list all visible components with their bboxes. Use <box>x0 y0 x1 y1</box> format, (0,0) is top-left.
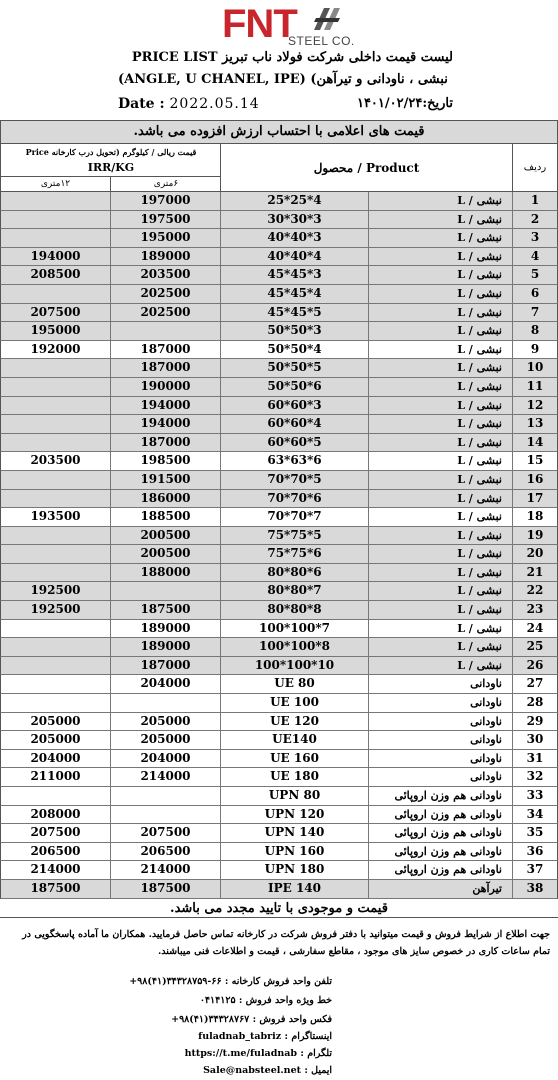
table-row <box>0 582 558 601</box>
table-row <box>0 861 558 880</box>
row-number-cell: 34 <box>526 806 544 821</box>
price-12m-cell <box>1 192 111 210</box>
product-size-cell: IPE 140 <box>221 880 369 898</box>
row-number-cell: 24 <box>526 620 544 635</box>
price-6m-cell <box>111 582 221 600</box>
row-number-cell: 11 <box>526 378 544 393</box>
product-name-cell: نبشی / L <box>369 434 513 452</box>
row-number-cell: 8 <box>530 323 540 338</box>
product-name-cell: نبشی / L <box>369 322 513 340</box>
persian-date: تاریخ:۱۴۰۱/۰۲/۲۴ <box>356 96 453 111</box>
price-table-body <box>0 192 558 899</box>
row-number-cell: 2 <box>530 211 540 226</box>
price-6m-cell <box>111 694 221 712</box>
price-12m-cell <box>1 564 111 582</box>
price-6m-cell: 189000 <box>111 620 221 638</box>
table-row <box>0 359 558 378</box>
price-12m-cell: 211000 <box>1 768 111 786</box>
price-12m-cell: 205000 <box>1 731 111 749</box>
table-row <box>0 638 558 657</box>
price-6m-cell: 202500 <box>111 285 221 303</box>
price-6m-cell: 203500 <box>111 266 221 284</box>
table-row <box>0 508 558 527</box>
price-6m-cell: 191500 <box>111 471 221 489</box>
price-6m-cell: 187500 <box>111 880 221 898</box>
price-6m-cell: 197500 <box>111 211 221 229</box>
table-row <box>0 768 558 787</box>
row-number-cell: 19 <box>526 527 544 542</box>
price-12m-cell: 192000 <box>1 341 111 359</box>
company-logo <box>222 4 372 52</box>
product-size-cell: UPN 140 <box>221 824 369 842</box>
product-name-cell: نبشی / L <box>369 211 513 229</box>
sales-fax <box>171 1014 332 1025</box>
telegram <box>185 1048 332 1059</box>
price-6m-cell: 190000 <box>111 378 221 396</box>
price-6m-cell: 187000 <box>111 434 221 452</box>
product-name-cell: ناودانی <box>369 750 513 768</box>
product-name-cell: ناودانی <box>369 768 513 786</box>
row-number-cell: 3 <box>530 230 540 245</box>
product-name-cell: تیرآهن <box>369 880 513 898</box>
product-name-cell: نبشی / L <box>369 471 513 489</box>
product-name-cell: نبشی / L <box>369 341 513 359</box>
product-size-cell: 40*40*3 <box>221 229 369 247</box>
table-row <box>0 341 558 360</box>
date-value: 2022.05.14 <box>169 96 260 112</box>
product-size-cell: 100*100*10 <box>221 657 369 675</box>
col-header-row-number: ردیف <box>523 162 547 173</box>
product-name-cell: نبشی / L <box>369 638 513 656</box>
product-size-cell: 60*60*3 <box>221 397 369 415</box>
product-name-cell: نبشی / L <box>369 378 513 396</box>
product-size-cell: UE 100 <box>221 694 369 712</box>
row-number-cell: 14 <box>526 434 544 449</box>
table-row <box>0 657 558 676</box>
row-number-cell: 4 <box>530 248 540 263</box>
price-6m-cell: 205000 <box>111 731 221 749</box>
price-header <box>1 144 221 192</box>
row-number-cell: 20 <box>526 546 544 561</box>
price-6m-cell: 200500 <box>111 545 221 563</box>
price-6m-cell: 195000 <box>111 229 221 247</box>
price-6m-cell: 204000 <box>111 750 221 768</box>
product-size-cell: 75*75*6 <box>221 545 369 563</box>
product-size-cell: UE140 <box>221 731 369 749</box>
product-size-cell: 40*40*4 <box>221 248 369 266</box>
instagram-link[interactable]: fuladnab_tabriz <box>198 1031 282 1042</box>
row-number-cell: 16 <box>526 471 544 486</box>
price-6m-cell: 189000 <box>111 638 221 656</box>
table-row <box>0 564 558 583</box>
price-6m-cell: 188000 <box>111 564 221 582</box>
table-row <box>0 620 558 639</box>
price-6m-cell: 187000 <box>111 341 221 359</box>
product-size-cell: UPN 120 <box>221 806 369 824</box>
price-header-title: قیمت ریالی / کیلوگرم (تحویل درب کارخانه Price <box>25 147 197 157</box>
price-12m-cell: 187500 <box>1 880 111 898</box>
price-12m-cell: 208000 <box>1 806 111 824</box>
price-12m-cell <box>1 620 111 638</box>
row-number-cell: 17 <box>526 490 544 505</box>
row-number-cell: 7 <box>530 304 540 319</box>
price-12m-cell <box>1 694 111 712</box>
table-row <box>0 806 558 825</box>
table-row <box>0 843 558 862</box>
row-number-cell: 30 <box>526 732 544 747</box>
row-number-cell: 29 <box>526 713 544 728</box>
row-number-cell: 21 <box>526 564 544 579</box>
row-number-cell: 26 <box>526 657 544 672</box>
product-size-cell: 100*100*8 <box>221 638 369 656</box>
row-number-cell: 18 <box>526 509 544 524</box>
price-12m-cell: 195000 <box>1 322 111 340</box>
logo-subtext: STEEL CO. <box>288 34 355 48</box>
table-row <box>0 713 558 732</box>
product-size-cell: 60*60*5 <box>221 434 369 452</box>
col-header-product: Product / محصول <box>221 144 513 192</box>
product-size-cell: UE 120 <box>221 713 369 731</box>
row-number-cell: 9 <box>530 341 540 356</box>
table-row <box>0 601 558 620</box>
product-name-cell: نبشی / L <box>369 359 513 377</box>
row-number-cell: 10 <box>526 360 544 375</box>
price-12m-cell <box>1 545 111 563</box>
price-12m-cell: 204000 <box>1 750 111 768</box>
product-size-cell: 50*50*3 <box>221 322 369 340</box>
product-size-cell: 30*30*3 <box>221 211 369 229</box>
price-12m-cell <box>1 434 111 452</box>
price-12m-cell <box>1 378 111 396</box>
vat-notice-banner: قیمت های اعلامی با احتساب ارزش افزوده می باشد. <box>0 120 558 144</box>
product-size-cell: 50*50*6 <box>221 378 369 396</box>
col-header-6m: ۶متری <box>111 176 221 192</box>
product-size-cell: 63*63*6 <box>221 452 369 470</box>
product-name-cell: نبشی / L <box>369 397 513 415</box>
price-6m-cell <box>111 806 221 824</box>
product-size-cell: 70*70*5 <box>221 471 369 489</box>
price-12m-cell <box>1 787 111 805</box>
date-line <box>118 96 260 112</box>
table-row <box>0 880 558 899</box>
row-number-cell: 35 <box>526 825 544 840</box>
row-number-cell: 32 <box>526 769 544 784</box>
table-row <box>0 452 558 471</box>
row-number-cell: 6 <box>530 285 540 300</box>
price-12m-cell <box>1 471 111 489</box>
table-row <box>0 731 558 750</box>
product-name-cell: ناودانی هم وزن اروپائی <box>369 843 513 861</box>
price-12m-cell: 207500 <box>1 824 111 842</box>
sales-hotline-label: خط ویژه واحد فروش : <box>238 995 332 1006</box>
contact-footer <box>0 922 558 1080</box>
sales-fax-label: فکس واحد فروش : <box>252 1014 332 1025</box>
row-number-cell: 31 <box>526 750 544 765</box>
row-number-cell: 36 <box>526 843 544 858</box>
product-size-cell: 80*80*7 <box>221 582 369 600</box>
row-number-cell: 27 <box>526 676 544 691</box>
product-name-cell: نبشی / L <box>369 601 513 619</box>
table-row <box>0 248 558 267</box>
price-12m-cell <box>1 415 111 433</box>
product-size-cell: UPN 80 <box>221 787 369 805</box>
price-12m-cell <box>1 657 111 675</box>
price-12m-cell <box>1 359 111 377</box>
table-row <box>0 192 558 211</box>
product-size-cell: 45*45*5 <box>221 304 369 322</box>
product-name-cell: نبشی / L <box>369 248 513 266</box>
product-size-cell: 50*50*4 <box>221 341 369 359</box>
product-size-cell: 100*100*7 <box>221 620 369 638</box>
row-number-cell: 15 <box>526 453 544 468</box>
product-name-cell: نبشی / L <box>369 415 513 433</box>
sales-phone-value[interactable]: +۹۸(۴۱)۳۴۳۲۸۷۵۹-۶۶ <box>129 976 222 987</box>
price-6m-cell: 194000 <box>111 397 221 415</box>
row-number-cell: 1 <box>530 193 540 207</box>
product-size-cell: 80*80*8 <box>221 601 369 619</box>
currency-unit: IRR/KG <box>87 161 135 174</box>
availability-notice: قیمت و موجودی با تایید مجدد می باشد. <box>0 900 558 918</box>
price-6m-cell: 187000 <box>111 359 221 377</box>
price-6m-cell: 189000 <box>111 248 221 266</box>
email-link[interactable]: Sale@nabsteel.net <box>203 1065 302 1076</box>
price-12m-cell <box>1 397 111 415</box>
product-size-cell: 70*70*6 <box>221 490 369 508</box>
price-12m-cell: 207500 <box>1 304 111 322</box>
price-6m-cell: 187500 <box>111 601 221 619</box>
product-size-cell: UPN 180 <box>221 861 369 879</box>
product-name-cell: نبشی / L <box>369 452 513 470</box>
col-header-12m: ۱۲متری <box>1 176 111 192</box>
table-row <box>0 415 558 434</box>
product-size-cell: 60*60*4 <box>221 415 369 433</box>
row-number-cell: 5 <box>530 267 540 282</box>
product-name-cell: نبشی / L <box>369 527 513 545</box>
price-12m-cell: 214000 <box>1 861 111 879</box>
product-name-cell: ناودانی <box>369 713 513 731</box>
title-line-1: لیست قیمت داخلی شرکت فولاد ناب تبریز PRICE LIST <box>131 50 453 65</box>
table-row <box>0 824 558 843</box>
title-line-2: (ANGLE, U CHANEL, IPE) (نبشی ، ناودانی و تیرآهن <box>118 72 448 87</box>
product-name-cell: نبشی / L <box>369 229 513 247</box>
price-6m-cell: 205000 <box>111 713 221 731</box>
price-6m-cell: 207500 <box>111 824 221 842</box>
table-row <box>0 471 558 490</box>
price-6m-cell: 188500 <box>111 508 221 526</box>
product-size-cell: 25*25*4 <box>221 192 369 210</box>
row-number-cell: 25 <box>526 639 544 654</box>
product-name-cell: نبشی / L <box>369 657 513 675</box>
price-12m-cell: 192500 <box>1 582 111 600</box>
product-size-cell: 70*70*7 <box>221 508 369 526</box>
product-size-cell: 45*45*4 <box>221 285 369 303</box>
product-name-cell: ناودانی <box>369 694 513 712</box>
price-6m-cell: 187000 <box>111 657 221 675</box>
sales-phone <box>129 976 332 987</box>
price-6m-cell: 214000 <box>111 768 221 786</box>
product-size-cell: 45*45*3 <box>221 266 369 284</box>
product-size-cell: UE 80 <box>221 675 369 693</box>
price-12m-cell: 194000 <box>1 248 111 266</box>
price-6m-cell: 200500 <box>111 527 221 545</box>
row-number-cell: 12 <box>526 397 544 412</box>
page-header <box>0 0 558 118</box>
price-6m-cell <box>111 322 221 340</box>
table-row <box>0 229 558 248</box>
table-row <box>0 397 558 416</box>
price-12m-cell <box>1 229 111 247</box>
table-row <box>0 545 558 564</box>
price-6m-cell <box>111 787 221 805</box>
product-name-cell: نبشی / L <box>369 508 513 526</box>
product-size-cell: UPN 160 <box>221 843 369 861</box>
row-number-cell: 33 <box>526 788 544 802</box>
product-name-cell: ناودانی هم وزن اروپائی <box>369 861 513 879</box>
product-name-cell: نبشی / L <box>369 304 513 322</box>
product-name-cell: نبشی / L <box>369 564 513 582</box>
table-row <box>0 787 558 806</box>
table-row <box>0 434 558 453</box>
table-row <box>0 750 558 769</box>
table-row <box>0 694 558 713</box>
price-6m-cell: 186000 <box>111 490 221 508</box>
product-name-cell: نبشی / L <box>369 192 513 210</box>
price-12m-cell: 206500 <box>1 843 111 861</box>
product-size-cell: 50*50*5 <box>221 359 369 377</box>
price-12m-cell <box>1 527 111 545</box>
price-6m-cell: 198500 <box>111 452 221 470</box>
date-label: Date : <box>118 96 165 112</box>
price-6m-cell: 206500 <box>111 843 221 861</box>
product-name-cell: نبشی / L <box>369 266 513 284</box>
price-12m-cell <box>1 490 111 508</box>
price-12m-cell <box>1 285 111 303</box>
table-row <box>0 266 558 285</box>
row-number-cell: 23 <box>526 602 544 617</box>
table-row <box>0 322 558 341</box>
table-row <box>0 304 558 323</box>
product-size-cell: 80*80*6 <box>221 564 369 582</box>
sales-hotline <box>200 995 332 1006</box>
telegram-link[interactable]: https://t.me/fuladnab <box>184 1048 298 1059</box>
price-12m-cell <box>1 638 111 656</box>
product-name-cell: ناودانی هم وزن اروپائی <box>369 824 513 842</box>
sales-phone-label: تلفن واحد فروش کارخانه : <box>224 976 332 987</box>
table-row <box>0 378 558 397</box>
sales-hotline-value[interactable]: ۰۴۱۴۱۲۵ <box>199 995 236 1006</box>
price-12m-cell <box>1 675 111 693</box>
price-6m-cell: 202500 <box>111 304 221 322</box>
price-12m-cell: 193500 <box>1 508 111 526</box>
product-name-cell: ناودانی <box>369 675 513 693</box>
sales-info-paragraph: جهت اطلاع از شرایط فروش و قیمت میتوانید با دفتر فروش شرکت در کارخانه تماس حاصل فرمایید. همکاران ما آماده پاسخگویی در تمام ساعات کاری در خصوص سایز های موجود ، مقاطع سفارشی ، قیمت و اطلاعات فنی میباشند. <box>22 929 550 957</box>
email <box>203 1065 332 1076</box>
price-12m-cell: 205000 <box>1 713 111 731</box>
row-number-cell: 22 <box>526 583 544 598</box>
price-12m-cell: 208500 <box>1 266 111 284</box>
product-name-cell: ناودانی <box>369 731 513 749</box>
price-6m-cell: 197000 <box>111 192 221 210</box>
logo-mark-icon <box>310 4 346 34</box>
product-name-cell: نبشی / L <box>369 545 513 563</box>
table-row <box>0 490 558 509</box>
row-number-cell: 13 <box>526 416 544 431</box>
price-12m-cell: 203500 <box>1 452 111 470</box>
table-header <box>0 144 558 192</box>
price-6m-cell: 214000 <box>111 861 221 879</box>
telegram-label: تلگرام : <box>300 1048 332 1059</box>
product-name-cell: ناودانی هم وزن اروپائی <box>369 806 513 824</box>
product-name-cell: نبشی / L <box>369 582 513 600</box>
price-12m-cell: 192500 <box>1 601 111 619</box>
table-row <box>0 527 558 546</box>
product-name-cell: ناودانی هم وزن اروپائی <box>369 787 513 805</box>
price-6m-cell: 204000 <box>111 675 221 693</box>
table-row <box>0 211 558 230</box>
email-label: ایمیل : <box>304 1065 332 1076</box>
row-number-cell: 38 <box>526 880 544 895</box>
product-name-cell: نبشی / L <box>369 285 513 303</box>
product-size-cell: UE 180 <box>221 768 369 786</box>
row-number-cell: 28 <box>526 695 544 710</box>
row-number-cell: 37 <box>526 862 544 877</box>
price-12m-cell <box>1 211 111 229</box>
table-row <box>0 675 558 694</box>
product-size-cell: 75*75*5 <box>221 527 369 545</box>
price-6m-cell: 194000 <box>111 415 221 433</box>
table-row <box>0 285 558 304</box>
instagram <box>198 1031 332 1042</box>
product-name-cell: نبشی / L <box>369 490 513 508</box>
logo-text: FNT <box>222 2 297 46</box>
instagram-label: اینستاگرام : <box>284 1031 332 1042</box>
product-size-cell: UE 160 <box>221 750 369 768</box>
product-name-cell: نبشی / L <box>369 620 513 638</box>
sales-fax-value[interactable]: +۹۸(۴۱)۳۴۳۲۸۷۶۷ <box>171 1014 250 1025</box>
